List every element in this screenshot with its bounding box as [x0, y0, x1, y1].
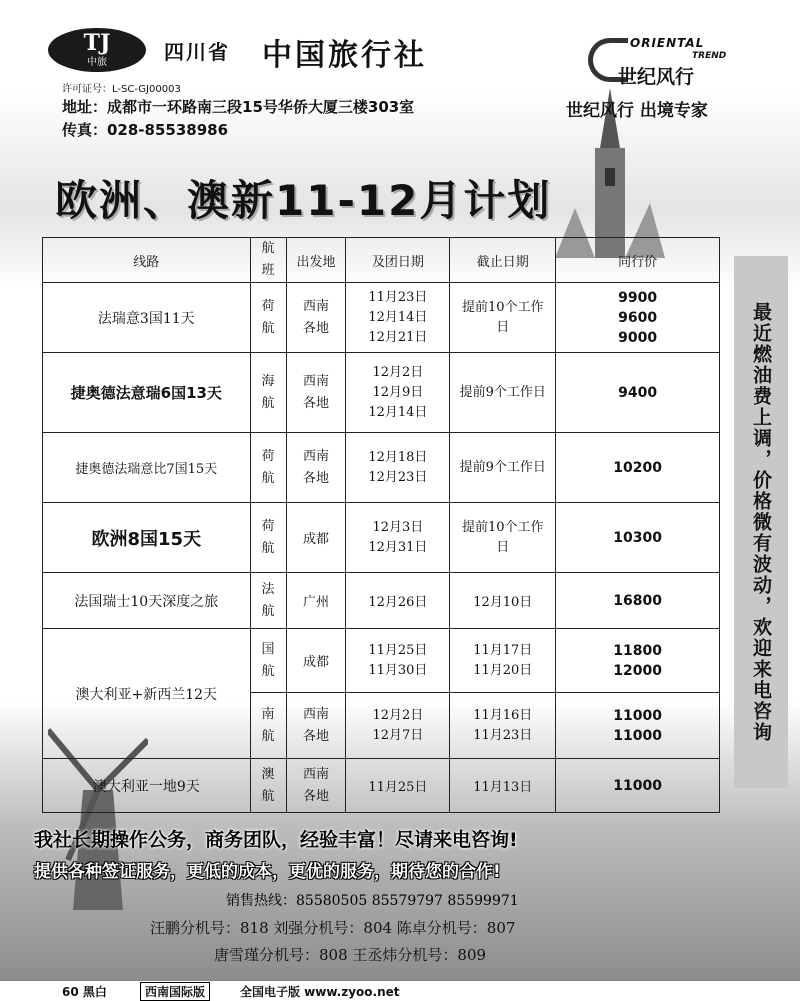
departure-date: 11月25日	[368, 642, 428, 658]
col-header-price: 同行价	[556, 238, 720, 283]
route-name: 法瑞意3国11天	[43, 283, 251, 353]
cits-logo	[48, 28, 146, 72]
address: 地址：成都市一环路南三段15号华侨大厦三楼303室	[62, 98, 415, 116]
fax-number: 传真：028-85538986	[62, 121, 229, 139]
deadline: 11月13日	[450, 759, 556, 813]
origin: 成都	[286, 629, 346, 693]
airline	[250, 353, 286, 433]
table-header-row	[43, 238, 720, 283]
price: 10200	[613, 459, 662, 476]
origin: 广州	[286, 573, 346, 629]
deadline-date: 11月17日	[473, 642, 533, 658]
airline	[250, 573, 286, 629]
deadline-text: 提前9个工作日	[459, 384, 546, 400]
page-footer	[0, 980, 800, 1001]
deadline: 12月10日	[450, 573, 556, 629]
origin-text: 西南各地	[302, 448, 329, 486]
price: 11000	[613, 727, 662, 744]
table-row	[43, 629, 720, 693]
origin-text: 西南各地	[302, 373, 329, 411]
deadline-text: 提前9个工作日	[459, 459, 546, 475]
price: 9900	[618, 289, 658, 306]
sales-hotline: 销售热线：85580505 85579797 85599971	[226, 893, 519, 909]
cits-logo-sub: 中旅	[87, 57, 107, 68]
departure-date: 12月23日	[368, 469, 428, 485]
col-header-flight-text: 航班	[261, 241, 275, 278]
airline	[250, 433, 286, 503]
deadline	[450, 353, 556, 433]
section-label: 西南国际版	[140, 982, 210, 1001]
airline-text: 荷航	[261, 518, 275, 556]
departure-dates	[346, 503, 450, 573]
airline-text: 澳航	[261, 766, 275, 804]
price-cell	[556, 693, 720, 759]
page-number: 60 黑白	[62, 985, 107, 999]
route-name: 捷奥德法意瑞6国13天	[43, 353, 251, 433]
departure-date: 12月31日	[368, 539, 428, 555]
table-row	[43, 573, 720, 629]
origin	[286, 433, 346, 503]
table-row	[43, 353, 720, 433]
col-header-route: 线路	[43, 238, 251, 283]
departure-date: 12月14日	[368, 309, 428, 325]
price: 10300	[613, 529, 662, 546]
price-cell	[556, 629, 720, 693]
website-link[interactable]: 全国电子版 www.zyoo.net	[240, 985, 400, 999]
price: 16800	[613, 592, 662, 609]
deadline-date: 11月16日	[473, 707, 533, 723]
origin	[286, 353, 346, 433]
origin-text: 西南各地	[302, 298, 329, 336]
col-header-origin: 出发地	[286, 238, 346, 283]
departure-date: 12月7日	[372, 727, 424, 743]
table-row	[43, 433, 720, 503]
route-name: 澳大利亚一地9天	[43, 759, 251, 813]
departure-dates	[346, 433, 450, 503]
departure-date: 12月2日	[372, 707, 424, 723]
airline-text: 南航	[261, 706, 275, 744]
route-name: 捷奥德法瑞意比7国15天	[43, 433, 251, 503]
fuel-surcharge-notice	[734, 256, 788, 788]
departure-date: 11月25日	[368, 780, 428, 795]
departure-date: 12月9日	[372, 384, 424, 400]
departure-dates	[346, 573, 450, 629]
deadline-text: 提前10个工作日	[461, 519, 544, 555]
departure-dates	[346, 759, 450, 813]
departure-date: 12月2日	[372, 364, 424, 380]
origin-text: 西南各地	[302, 706, 329, 744]
table-row	[43, 503, 720, 573]
extension-list-2: 唐雪瑾分机号：808 王丞炜分机号：809	[214, 946, 487, 964]
price: 11000	[613, 707, 662, 724]
price: 12000	[613, 662, 662, 679]
departure-date: 12月26日	[368, 595, 428, 610]
price: 11800	[613, 642, 662, 659]
deadline-date: 11月23日	[473, 727, 533, 743]
departure-date: 12月3日	[372, 519, 424, 535]
deadline	[450, 283, 556, 353]
departure-date: 12月21日	[368, 329, 428, 345]
departure-dates	[346, 629, 450, 693]
airline	[250, 759, 286, 813]
price: 9600	[618, 309, 658, 326]
deadline-text: 提前10个工作日	[461, 299, 544, 335]
price: 11000	[613, 777, 662, 794]
departure-date: 11月30日	[368, 662, 428, 678]
deadline	[450, 693, 556, 759]
oriental-trend-en: ORIENTAL	[630, 36, 705, 50]
deadline	[450, 503, 556, 573]
origin	[286, 693, 346, 759]
promo-line-visa: 提供各种签证服务，更低的成本，更优的服务，期待您的合作!	[34, 862, 501, 882]
price-cell	[556, 283, 720, 353]
province-label: 四川省	[164, 40, 230, 64]
airline-text: 荷航	[261, 298, 275, 336]
col-header-flight	[250, 238, 286, 283]
route-name: 法国瑞士10天深度之旅	[43, 573, 251, 629]
page-headline: 欧洲、澳新11-12月计划	[55, 176, 552, 225]
origin	[286, 759, 346, 813]
oriental-trend-en-2: TREND	[692, 51, 727, 61]
table-row	[43, 283, 720, 353]
price-cell	[556, 759, 720, 813]
tour-schedule-table	[42, 237, 720, 813]
airline	[250, 629, 286, 693]
route-name: 欧洲8国15天	[43, 503, 251, 573]
license-number: 许可证号：L-SC-GJ00003	[62, 84, 181, 95]
cits-logo-mark: TJ	[83, 30, 111, 56]
airline-text: 海航	[261, 373, 275, 411]
airline-text: 荷航	[261, 448, 275, 486]
departure-date: 12月14日	[368, 404, 428, 420]
price-cell	[556, 353, 720, 433]
airline	[250, 693, 286, 759]
departure-date: 12月18日	[368, 449, 428, 465]
departure-date: 11月23日	[368, 289, 428, 305]
route-name: 澳大利亚+新西兰12天	[43, 629, 251, 759]
deadline	[450, 433, 556, 503]
extension-list-1: 汪鹏分机号：818 刘强分机号：804 陈卓分机号：807	[150, 919, 516, 937]
departure-dates	[346, 693, 450, 759]
col-header-dates: 及团日期	[346, 238, 450, 283]
deadline-date: 11月20日	[473, 662, 533, 678]
deadline	[450, 629, 556, 693]
origin-text: 西南各地	[302, 766, 329, 804]
departure-dates	[346, 283, 450, 353]
airline-text: 法航	[261, 581, 275, 619]
airline-text: 国航	[261, 641, 275, 679]
price-cell	[556, 433, 720, 503]
partner-slogan: 世纪风行 出境专家	[566, 101, 708, 121]
oriental-trend-cn: 世纪风行	[618, 66, 695, 88]
airline	[250, 283, 286, 353]
agency-name: 中国旅行社	[262, 38, 427, 73]
oriental-trend-logo	[588, 36, 738, 92]
price: 9000	[618, 329, 658, 346]
price: 9400	[618, 384, 658, 401]
price-cell	[556, 503, 720, 573]
promo-line-business: 我社长期操作公务，商务团队，经验丰富！尽请来电咨询!	[34, 829, 518, 851]
departure-dates	[346, 353, 450, 433]
table-row	[43, 759, 720, 813]
price-cell	[556, 573, 720, 629]
origin: 成都	[286, 503, 346, 573]
airline	[250, 503, 286, 573]
fuel-surcharge-text: 最近燃油费上调，价格微有波动，欢迎来电咨询	[750, 301, 772, 743]
col-header-deadline: 截止日期	[450, 238, 556, 283]
origin	[286, 283, 346, 353]
